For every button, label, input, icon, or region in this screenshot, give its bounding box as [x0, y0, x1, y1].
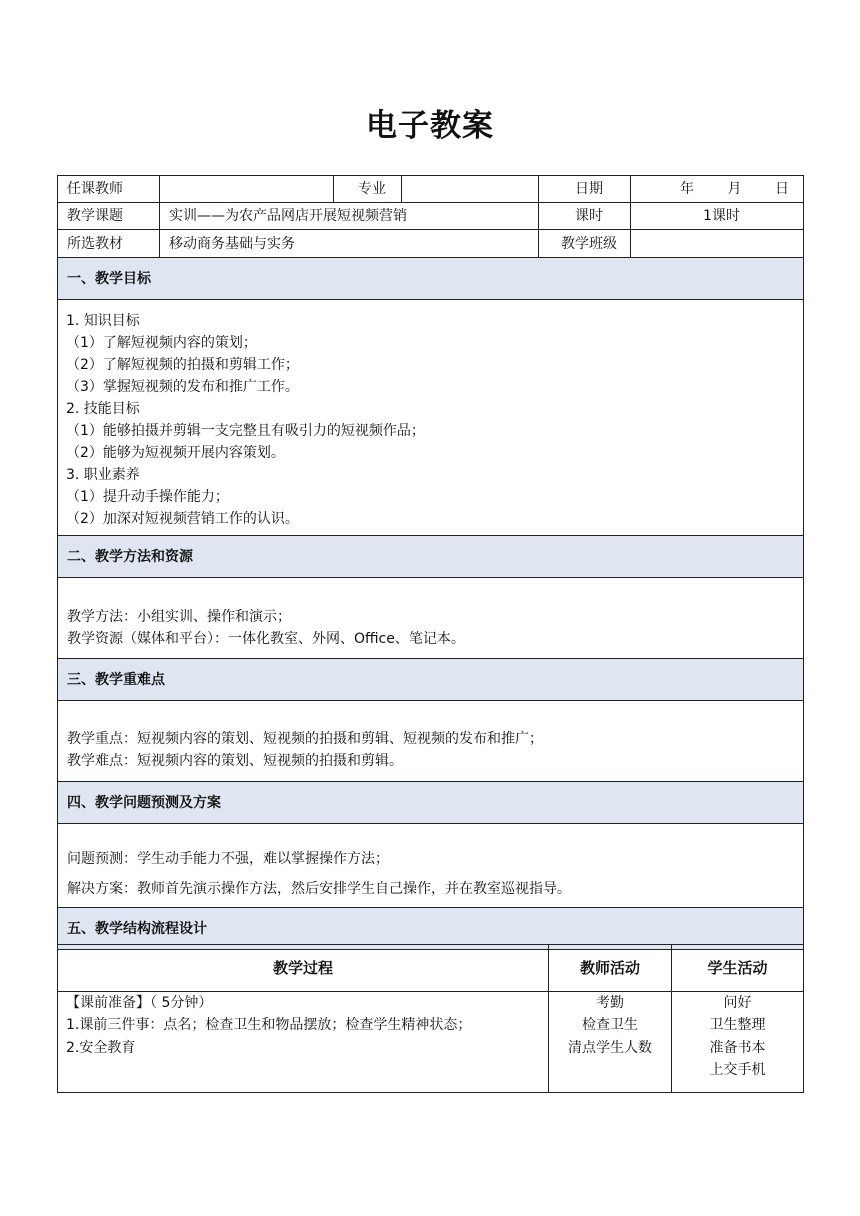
page-title: 电子教案 [366, 108, 494, 144]
topic-value: 实训——为农产品网店开展短视频营销 [160, 203, 539, 230]
objective-line: （2）加深对短视频营销工作的认识。 [66, 510, 299, 527]
date-value [631, 176, 804, 203]
section-heading-keypoints: 三、教学重难点 [58, 659, 804, 701]
student-activity-item: 卫生整理 [709, 1017, 766, 1034]
objective-line: 1. 知识目标 [66, 312, 140, 329]
methods-content [58, 578, 804, 659]
hours-value: 1课时 [631, 203, 804, 230]
student-activity-item: 问好 [723, 995, 752, 1011]
teacher-activity-item: 清点学生人数 [568, 1039, 652, 1056]
section-heading-objectives: 一、教学目标 [58, 258, 804, 300]
objective-line: （2）了解短视频的拍摄和剪辑工作； [66, 356, 299, 373]
student-activity-item: 上交手机 [709, 1062, 766, 1079]
process-content [58, 992, 549, 1093]
process-header: 教学过程 [58, 945, 549, 992]
problems-line: 解决方案：教师首先演示操作方法，然后安排学生自己操作，并在教室巡视指导。 [67, 880, 571, 897]
keypoints-line: 教学重点：短视频内容的策划、短视频的拍摄和剪辑、短视频的发布和推广； [67, 731, 543, 747]
teacher-value [160, 176, 334, 203]
objective-line: （1）了解短视频内容的策划； [66, 334, 257, 351]
class-label: 教学班级 [539, 230, 631, 258]
teacher-activity-header: 教师活动 [549, 945, 672, 992]
teacher-activity-item: 检查卫生 [582, 1017, 638, 1034]
textbook-label: 所选教材 [58, 230, 160, 258]
student-activities [672, 992, 804, 1093]
section-heading-problems: 四、教学问题预测及方案 [58, 782, 804, 824]
objective-line: 2. 技能目标 [66, 400, 140, 417]
process-line: 1.课前三件事：点名；检查卫生和物品摆放；检查学生精神状态； [66, 1017, 472, 1034]
objective-line: （1）能够拍摄并剪辑一支完整且有吸引力的短视频作品； [66, 422, 425, 439]
section-heading-structure: 五、教学结构流程设计 [58, 908, 804, 950]
objective-line: （1）提升动手操作能力； [66, 488, 229, 505]
major-value [402, 176, 539, 203]
date-label: 日期 [539, 176, 631, 203]
lesson-plan-table [57, 175, 804, 950]
textbook-value: 移动商务基础与实务 [160, 230, 539, 258]
teacher-activities [549, 992, 672, 1093]
problems-content [58, 824, 804, 908]
major-label: 专业 [334, 176, 402, 203]
topic-label: 教学课题 [58, 203, 160, 230]
process-line: 2.安全教育 [66, 1039, 136, 1056]
problems-line: 问题预测：学生动手能力不强，难以掌握操作方法； [67, 850, 389, 867]
date-year: 年 [680, 181, 694, 197]
section-heading-methods: 二、教学方法和资源 [58, 536, 804, 578]
teacher-activity-item: 考勤 [596, 995, 624, 1011]
student-activity-header: 学生活动 [672, 945, 804, 992]
methods-line: 教学资源（媒体和平台）：一体化教室、外网、Office、笔记本。 [67, 631, 465, 647]
objective-line: 3. 职业素养 [66, 466, 140, 483]
methods-line: 教学方法：小组实训、操作和演示； [67, 609, 291, 625]
date-day: 日 [775, 181, 789, 197]
objective-line: （2）能够为短视频开展内容策划。 [66, 444, 285, 461]
teacher-label: 任课教师 [58, 176, 160, 203]
process-line: 【课前准备】（ 5分钟） [66, 995, 213, 1011]
objectives-content [58, 300, 804, 536]
keypoints-content [58, 701, 804, 782]
hours-label: 课时 [539, 203, 631, 230]
class-value [631, 230, 804, 258]
date-month: 月 [727, 181, 742, 197]
process-table [57, 944, 804, 1093]
objective-line: （3）掌握短视频的发布和推广工作。 [66, 378, 299, 395]
keypoints-line: 教学难点：短视频内容的策划、短视频的拍摄和剪辑。 [67, 753, 403, 769]
student-activity-item: 准备书本 [709, 1039, 766, 1056]
